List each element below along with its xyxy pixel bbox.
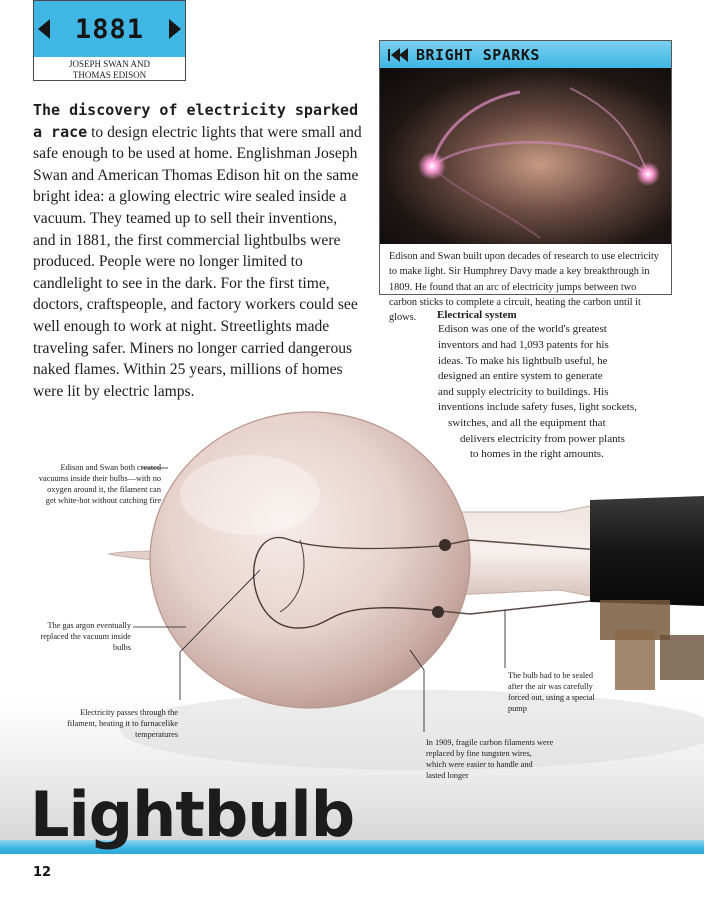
electrical-system-line: switches, and all the equipment that — [448, 417, 606, 429]
electrical-system-line: delivers electricity from power plants — [460, 433, 625, 445]
electric-arc-photo — [380, 68, 671, 244]
electrical-system-heading: Electrical system — [437, 309, 517, 321]
year-band — [34, 1, 185, 57]
electrical-system-line: inventors and had 1,093 patents for his — [438, 339, 609, 351]
annotation-filament: Electricity passes through the filament, heating it to furnacelike temperatures — [67, 708, 178, 739]
intro-paragraph — [33, 100, 363, 402]
year-badge — [33, 0, 186, 81]
previous-arrow-icon[interactable] — [38, 19, 50, 39]
intro-lead: The discovery of electricity sparked a race — [33, 101, 359, 141]
bright-sparks-caption: Edison and Swan built upon decades of research to use electricity to make light. Sir Humphrey Davy made a key breakthrough in 1809. He found that an arc of electricity jumps between two carbon sticks to complete a circuit, heating the carbon until it glows. — [389, 251, 659, 324]
page-title: Lightbulb — [30, 778, 355, 851]
electrical-system-line: inventions include safety fuses, light sockets, — [438, 401, 637, 413]
next-arrow-icon[interactable] — [169, 19, 181, 39]
inventor-names — [34, 59, 185, 81]
electrical-system-line: designed an entire system to generate — [438, 370, 603, 382]
electrical-system-line: and supply electricity to buildings. His — [438, 386, 609, 398]
annotation-argon: The gas argon eventually replaced the vacuum inside bulbs — [40, 621, 131, 652]
bright-sparks-header — [380, 41, 671, 68]
annotation-tungsten: In 1909, fragile carbon filaments were replaced by fine tungsten wires, which were easier to handle and lasted longer — [426, 738, 554, 780]
electrical-system-line: Edison was one of the world's greatest — [438, 323, 607, 335]
electrical-system-line: ideas. To make his lightbulb useful, he — [438, 355, 608, 367]
page-number: 12 — [33, 865, 52, 880]
inventor-names-line-2: THOMAS EDISON — [72, 70, 147, 80]
electrical-system-line: to homes in the right amounts. — [470, 448, 604, 460]
intro-body: to design electric lights that were small and safe enough to be used at home. Englishman Joseph Swan and American Thomas Edison hit on the same bright idea: a glowing electric wire sealed inside a vacuum. They teamed up to sell their inventions, and in 1881, the first commercial lightbulbs were produced. People were no longer limited to candlelight to see in the dark. For the first time, doctors, craftspeople, and factory workers could see well enough to work at night. Streetlights made traveling safer. Miners no longer carried dangerous naked flames. Within 25 years, millions of homes were lit by electric lamps. — [33, 123, 362, 400]
electric-arc-illustration — [380, 68, 671, 244]
annotation-sealed: The bulb had to be sealed after the air was carefully forced out, using a special pump — [508, 671, 595, 713]
annotation-vacuum: Edison and Swan both created vacuums inside their bulbs—with no oxygen around it, the filament can get white-hot without catching fire — [38, 463, 161, 505]
rewind-icon — [388, 48, 410, 62]
bright-sparks-title: BRIGHT SPARKS — [416, 45, 540, 64]
inventor-names-line-1: JOSEPH SWAN AND — [68, 59, 150, 69]
year-number: 1881 — [74, 13, 145, 45]
